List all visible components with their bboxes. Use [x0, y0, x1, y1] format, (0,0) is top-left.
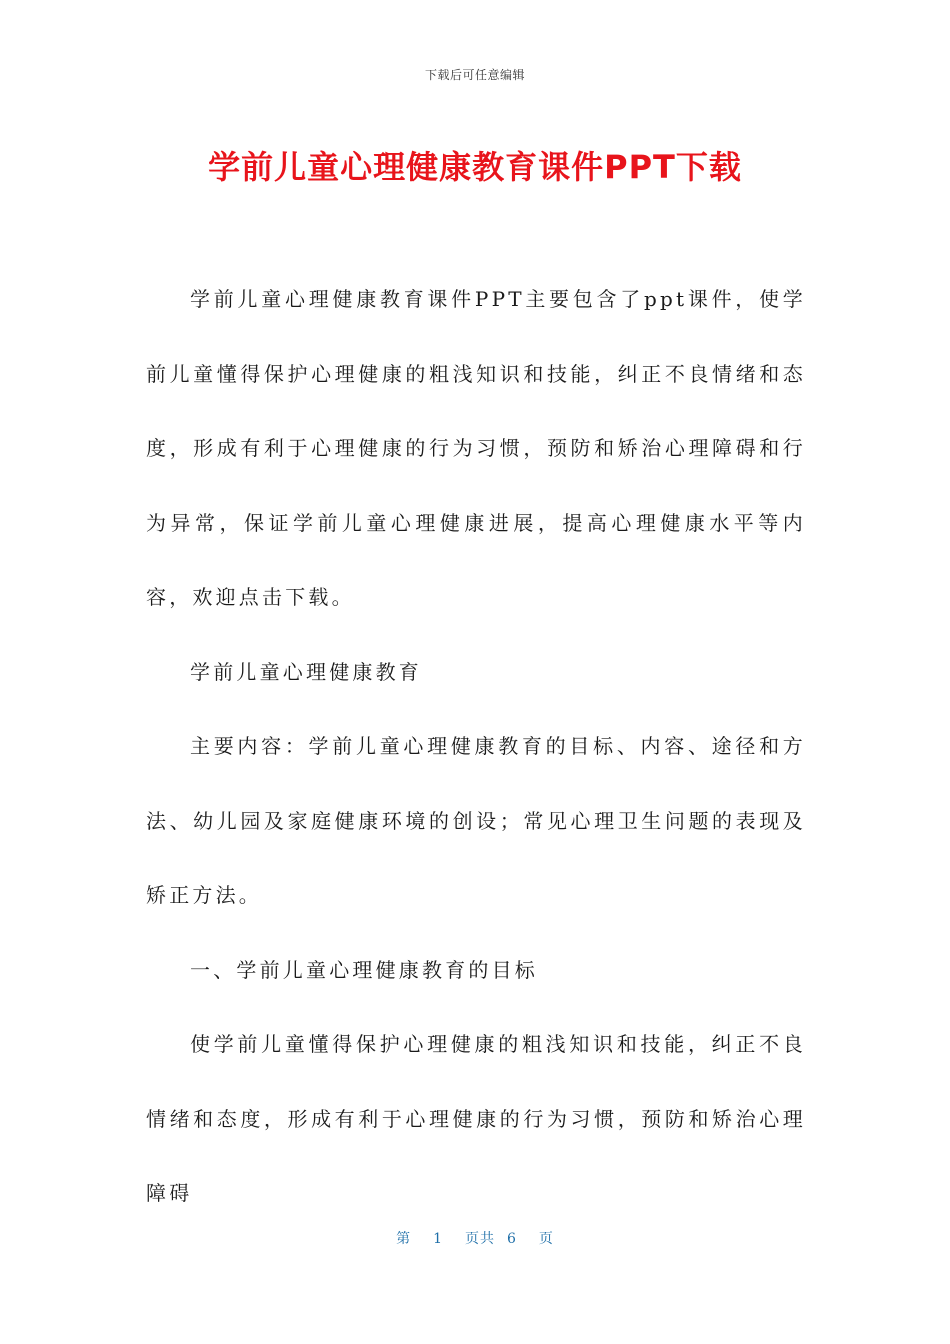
paragraph-section-heading: 学前儿童心理健康教育	[190, 659, 422, 684]
footer-total-pages: 6	[507, 1231, 517, 1247]
paragraph-main-content: 主要内容：学前儿童心理健康教育的目标、内容、途径和方法、幼儿园及家庭健康环境的创设；常见心理卫生问题的表现及矫正方法。	[146, 734, 806, 907]
footer-current-page: 1	[433, 1231, 443, 1247]
header-note: 下载后可任意编辑	[424, 68, 525, 82]
page-footer	[0, 1228, 950, 1248]
footer-label-end: 页	[538, 1231, 554, 1247]
footer-label-of: 页共	[465, 1231, 495, 1247]
paragraph-intro: 学前儿童心理健康教育课件PPT主要包含了ppt课件，使学前儿童懂得保护心理健康的粗浅知识和技能，纠正不良情绪和态度，形成有利于心理健康的行为习惯，预防和矫治心理障碍和行为异常，保证学前儿童心理健康进展，提高心理健康水平等内容，欢迎点击下载。	[146, 287, 806, 609]
paragraph-goal-heading: 一、学前儿童心理健康教育的目标	[190, 957, 538, 982]
document-title: 学前儿童心理健康教育课件PPT下载	[208, 148, 742, 186]
document-body	[146, 262, 806, 1231]
paragraph-goal-text: 使学前儿童懂得保护心理健康的粗浅知识和技能，纠正不良情绪和态度，形成有利于心理健康的行为习惯，预防和矫治心理障碍	[146, 1032, 806, 1205]
footer-label-page: 第	[396, 1231, 412, 1247]
